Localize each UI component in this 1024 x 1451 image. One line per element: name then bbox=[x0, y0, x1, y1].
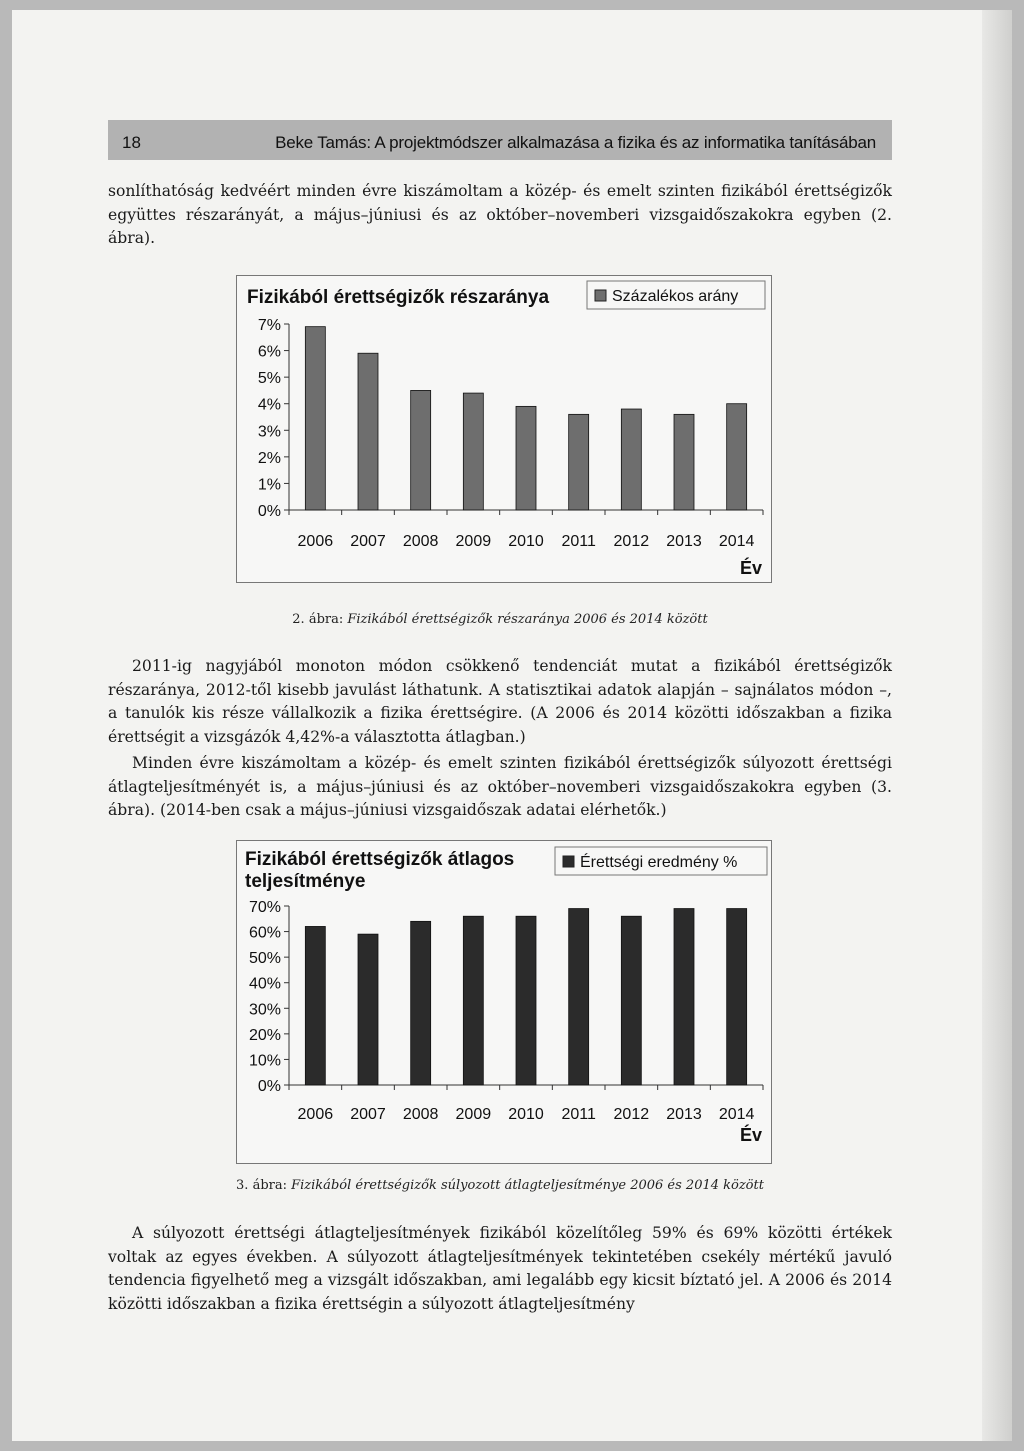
page-spine-shadow bbox=[982, 10, 1012, 1441]
y-tick-label: 20% bbox=[248, 1026, 281, 1044]
y-tick-label: 0% bbox=[257, 1078, 281, 1095]
chart-title: teljesítménye bbox=[245, 871, 366, 892]
bar-2006 bbox=[305, 926, 325, 1085]
chart-title: Fizikából érettségizők átlagos bbox=[245, 849, 515, 870]
x-tick-label: 2014 bbox=[718, 533, 755, 550]
x-tick-label: 2011 bbox=[561, 533, 596, 550]
bar-2012 bbox=[621, 409, 641, 510]
paragraph-4: A súlyozott érettségi átlagteljesítmények fizikából közelítőleg 59% és 69% közötti értékek voltak az egyes években. A súlyozott átlagteljesítmények tekintetében csekély mértékű javuló tendencia figyelhető meg a vizsgált időszakban, ami legalább egy kicsit bíztató jel. A 2006 és 2014 közötti időszakban a fizika érettségin a súlyozott átlagteljesítmény bbox=[108, 1224, 892, 1313]
bar-2006 bbox=[305, 327, 325, 510]
bar-2009 bbox=[463, 916, 483, 1085]
paragraph-3: Minden évre kiszámoltam a közép- és emelt szinten fizikából érettségizők súlyozott érettségi átlagteljesítményét is, a május–júniusi és az október–novemberi vizsgaidőszakokra egyben (3. ábra). (2014-ben csak a május–júniusi vizsgaidőszak adatai elérhetők.) bbox=[108, 754, 892, 819]
y-tick-label: 7% bbox=[257, 317, 281, 334]
x-tick-label: 2007 bbox=[350, 533, 386, 550]
figure-2-chart bbox=[236, 275, 772, 583]
x-tick-label: 2009 bbox=[455, 533, 492, 550]
x-tick-label: 2012 bbox=[613, 533, 650, 550]
bar-2007 bbox=[358, 934, 378, 1085]
legend-swatch bbox=[563, 856, 574, 867]
page-number: 18 bbox=[122, 133, 141, 152]
figure-2-number: 2. ábra: bbox=[292, 612, 344, 627]
paragraph-1: sonlíthatóság kedvéért minden évre kiszámoltam a közép- és emelt szinten fizikából érettségizők együttes részarányát, a május–júniusi és az október–novemberi vizsgaidőszakokra egyben (2. ábra). bbox=[108, 182, 892, 247]
y-tick-label: 50% bbox=[248, 950, 281, 968]
figure-3-svg bbox=[237, 841, 771, 1163]
paragraph-2: 2011-ig nagyjából monoton módon csökkenő tendenciát mutat a fizikából érettségizők részaránya, 2012-től kisebb javulást láthatunk. A statisztikai adatok alapján – sajnálatos módon –, a tanulók kis része vállalkozik a fizika érettségire. (A 2006 és 2014 közötti időszakban a fizika érettségit a vizsgázók 4,42%-a választotta átlagban.) bbox=[108, 657, 892, 746]
y-tick-label: 0% bbox=[257, 503, 281, 520]
y-tick-label: 6% bbox=[257, 343, 281, 361]
y-tick-label: 4% bbox=[257, 396, 281, 414]
running-header bbox=[108, 120, 892, 160]
x-tick-label: 2007 bbox=[350, 1106, 386, 1123]
x-tick-label: 2013 bbox=[666, 533, 702, 550]
y-tick-label: 2% bbox=[257, 449, 281, 467]
figure-2-caption-text: Fizikából érettségizők részaránya 2006 és 2014 között bbox=[347, 612, 708, 627]
bar-2008 bbox=[411, 390, 431, 510]
bar-2010 bbox=[516, 406, 536, 510]
y-tick-label: 60% bbox=[248, 924, 281, 942]
x-tick-label: 2013 bbox=[666, 1106, 702, 1123]
figure-3-number: 3. ábra: bbox=[236, 1178, 287, 1193]
bar-2008 bbox=[411, 921, 431, 1085]
x-tick-label: 2014 bbox=[718, 1106, 755, 1123]
figure-3-chart bbox=[236, 840, 772, 1164]
chart-title: Fizikából érettségizők részaránya bbox=[247, 287, 550, 308]
figure-2-caption bbox=[108, 612, 892, 627]
y-tick-label: 70% bbox=[248, 899, 281, 916]
bar-2013 bbox=[674, 909, 694, 1085]
x-tick-label: 2006 bbox=[297, 1106, 334, 1123]
legend-label: Százalékos arány bbox=[612, 288, 739, 305]
bar-2007 bbox=[358, 353, 378, 510]
bar-2014 bbox=[727, 909, 747, 1085]
y-tick-label: 40% bbox=[248, 975, 281, 993]
bar-2011 bbox=[569, 909, 589, 1085]
x-tick-label: 2011 bbox=[561, 1106, 596, 1123]
y-tick-label: 3% bbox=[257, 423, 281, 441]
legend-swatch bbox=[595, 290, 606, 301]
legend-label: Érettségi eredmény % bbox=[580, 854, 738, 871]
y-tick-label: 1% bbox=[257, 476, 281, 494]
x-tick-label: 2008 bbox=[402, 533, 439, 550]
bar-2014 bbox=[727, 404, 747, 510]
x-axis-title: Év bbox=[739, 1125, 763, 1145]
figure-2-svg bbox=[237, 276, 771, 582]
x-tick-label: 2009 bbox=[455, 1106, 492, 1123]
x-tick-label: 2010 bbox=[508, 1106, 544, 1123]
y-tick-label: 30% bbox=[248, 1001, 281, 1019]
x-tick-label: 2010 bbox=[508, 533, 544, 550]
bar-2013 bbox=[674, 414, 694, 510]
bar-2010 bbox=[516, 916, 536, 1085]
x-tick-label: 2006 bbox=[297, 533, 334, 550]
x-axis-title: Év bbox=[739, 558, 763, 578]
x-tick-label: 2012 bbox=[613, 1106, 650, 1123]
bar-2009 bbox=[463, 393, 483, 510]
bar-2012 bbox=[621, 916, 641, 1085]
y-tick-label: 5% bbox=[257, 370, 281, 388]
running-title: Beke Tamás: A projektmódszer alkalmazása a fizika és az informatika tanításában bbox=[275, 133, 876, 152]
y-tick-label: 10% bbox=[248, 1052, 281, 1070]
x-tick-label: 2008 bbox=[402, 1106, 439, 1123]
bar-2011 bbox=[569, 414, 589, 510]
figure-3-caption-text: Fizikából érettségizők súlyozott átlagteljesítménye 2006 és 2014 között bbox=[291, 1178, 764, 1193]
figure-3-caption bbox=[108, 1178, 892, 1193]
